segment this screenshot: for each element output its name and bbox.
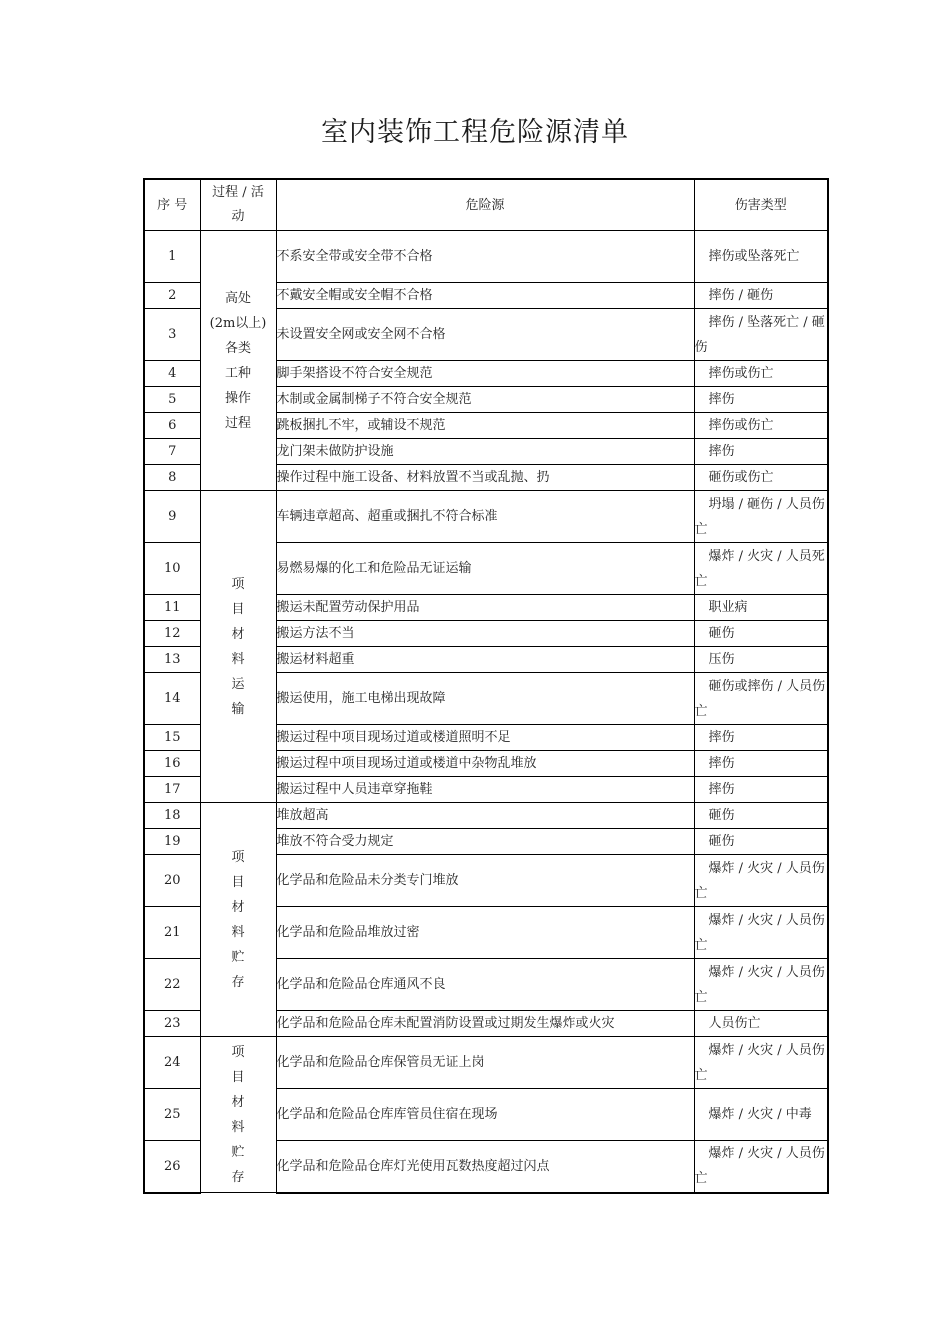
hazard-cell: 脚手架搭设不符合安全规范 [276,361,694,387]
harm-cell: 摔伤 / 坠落死亡 / 砸伤 [694,309,828,361]
hazard-cell: 龙门架未做防护设施 [276,439,694,465]
row-num: 15 [144,725,200,751]
harm-cell: 摔伤或伤亡 [694,361,828,387]
header-num: 序 号 [144,179,200,231]
hazard-cell: 跳板捆扎不牢，或辅设不规范 [276,413,694,439]
harm-cell: 职业病 [694,595,828,621]
harm-cell: 砸伤 [694,829,828,855]
harm-cell: 摔伤 [694,725,828,751]
row-num: 20 [144,855,200,907]
hazard-cell: 操作过程中施工设备、材料放置不当或乱抛、扔 [276,465,694,491]
row-num: 9 [144,491,200,543]
harm-cell: 砸伤 [694,621,828,647]
harm-cell: 爆炸 / 火灾 / 人员伤亡 [694,907,828,959]
harm-cell: 爆炸 / 火灾 / 中毒 [694,1089,828,1141]
row-num: 12 [144,621,200,647]
table-row [144,803,828,829]
hazard-cell: 不系安全带或安全带不合格 [276,231,694,283]
row-num: 10 [144,543,200,595]
header-harm: 伤害类型 [694,179,828,231]
row-num: 17 [144,777,200,803]
harm-cell: 砸伤或摔伤 / 人员伤亡 [694,673,828,725]
row-num: 3 [144,309,200,361]
hazard-cell: 搬运过程中人员违章穿拖鞋 [276,777,694,803]
activity-group-material-transport [200,491,276,803]
hazard-cell: 化学品和危险品仓库灯光使用瓦数热度超过闪点 [276,1141,694,1193]
row-num: 21 [144,907,200,959]
harm-cell: 爆炸 / 火灾 / 人员伤亡 [694,1037,828,1089]
row-num: 25 [144,1089,200,1141]
harm-cell: 摔伤 [694,751,828,777]
activity-group-material-storage-2 [200,1037,276,1193]
row-num: 14 [144,673,200,725]
hazard-cell: 化学品和危险品堆放过密 [276,907,694,959]
row-num: 19 [144,829,200,855]
activity-label: 项 目 材 料 运 输 [231,576,245,717]
harm-cell: 爆炸 / 火灾 / 人员伤亡 [694,959,828,1011]
hazard-cell: 车辆违章超高、超重或捆扎不符合标准 [276,491,694,543]
hazard-cell: 未设置安全网或安全网不合格 [276,309,694,361]
hazard-cell: 搬运材料超重 [276,647,694,673]
harm-cell: 砸伤或伤亡 [694,465,828,491]
hazard-cell: 搬运使用，施工电梯出现故障 [276,673,694,725]
harm-cell: 摔伤 [694,777,828,803]
header-hazard: 危险源 [276,179,694,231]
row-num: 7 [144,439,200,465]
row-num: 4 [144,361,200,387]
hazard-table [143,178,829,1194]
row-num: 13 [144,647,200,673]
table-row [144,1037,828,1089]
harm-cell: 爆炸 / 火灾 / 人员死亡 [694,543,828,595]
row-num: 1 [144,231,200,283]
page-title: 室内装饰工程危险源清单 [321,117,629,148]
harm-cell: 爆炸 / 火灾 / 人员伤亡 [694,855,828,907]
activity-label: 高处 (2m以上) 各类 工种 操作 过程 [209,290,267,431]
hazard-cell: 搬运过程中项目现场过道或楼道中杂物乱堆放 [276,751,694,777]
activity-group-material-storage [200,803,276,1037]
hazard-cell: 化学品和危险品仓库通风不良 [276,959,694,1011]
hazard-cell: 化学品和危险品仓库库管员住宿在现场 [276,1089,694,1141]
activity-group-high-altitude [200,231,276,491]
harm-cell: 摔伤或坠落死亡 [694,231,828,283]
row-num: 11 [144,595,200,621]
harm-cell: 爆炸 / 火灾 / 人员伤亡 [694,1141,828,1193]
hazard-cell: 堆放超高 [276,803,694,829]
row-num: 6 [144,413,200,439]
row-num: 18 [144,803,200,829]
harm-cell: 压伤 [694,647,828,673]
row-num: 26 [144,1141,200,1193]
hazard-cell: 搬运未配置劳动保护用品 [276,595,694,621]
harm-cell: 摔伤 / 砸伤 [694,283,828,309]
row-num: 5 [144,387,200,413]
harm-cell: 摔伤或伤亡 [694,413,828,439]
hazard-cell: 化学品和危险品仓库保管员无证上岗 [276,1037,694,1089]
row-num: 8 [144,465,200,491]
header-activity-line2: 动 [231,209,245,224]
harm-cell: 人员伤亡 [694,1011,828,1037]
activity-label: 项 目 材 料 贮 存 [231,849,245,990]
table-row [144,491,828,543]
harm-cell: 砸伤 [694,803,828,829]
row-num: 16 [144,751,200,777]
table-row [144,231,828,283]
hazard-cell: 化学品和危险品未分类专门堆放 [276,855,694,907]
hazard-cell: 搬运方法不当 [276,621,694,647]
hazard-cell: 堆放不符合受力规定 [276,829,694,855]
activity-label: 项 目 材 料 贮 存 [231,1044,245,1185]
table-header-row [144,179,828,231]
header-activity [200,179,276,231]
row-num: 2 [144,283,200,309]
header-activity-line1: 过程 / 活 [212,185,264,200]
hazard-cell: 化学品和危险品仓库未配置消防设置或过期发生爆炸或火灾 [276,1011,694,1037]
hazard-cell: 搬运过程中项目现场过道或楼道照明不足 [276,725,694,751]
harm-cell: 坍塌 / 砸伤 / 人员伤亡 [694,491,828,543]
harm-cell: 摔伤 [694,387,828,413]
row-num: 22 [144,959,200,1011]
hazard-cell: 易燃易爆的化工和危险品无证运输 [276,543,694,595]
row-num: 23 [144,1011,200,1037]
hazard-cell: 木制或金属制梯子不符合安全规范 [276,387,694,413]
harm-cell: 摔伤 [694,439,828,465]
hazard-cell: 不戴安全帽或安全帽不合格 [276,283,694,309]
row-num: 24 [144,1037,200,1089]
